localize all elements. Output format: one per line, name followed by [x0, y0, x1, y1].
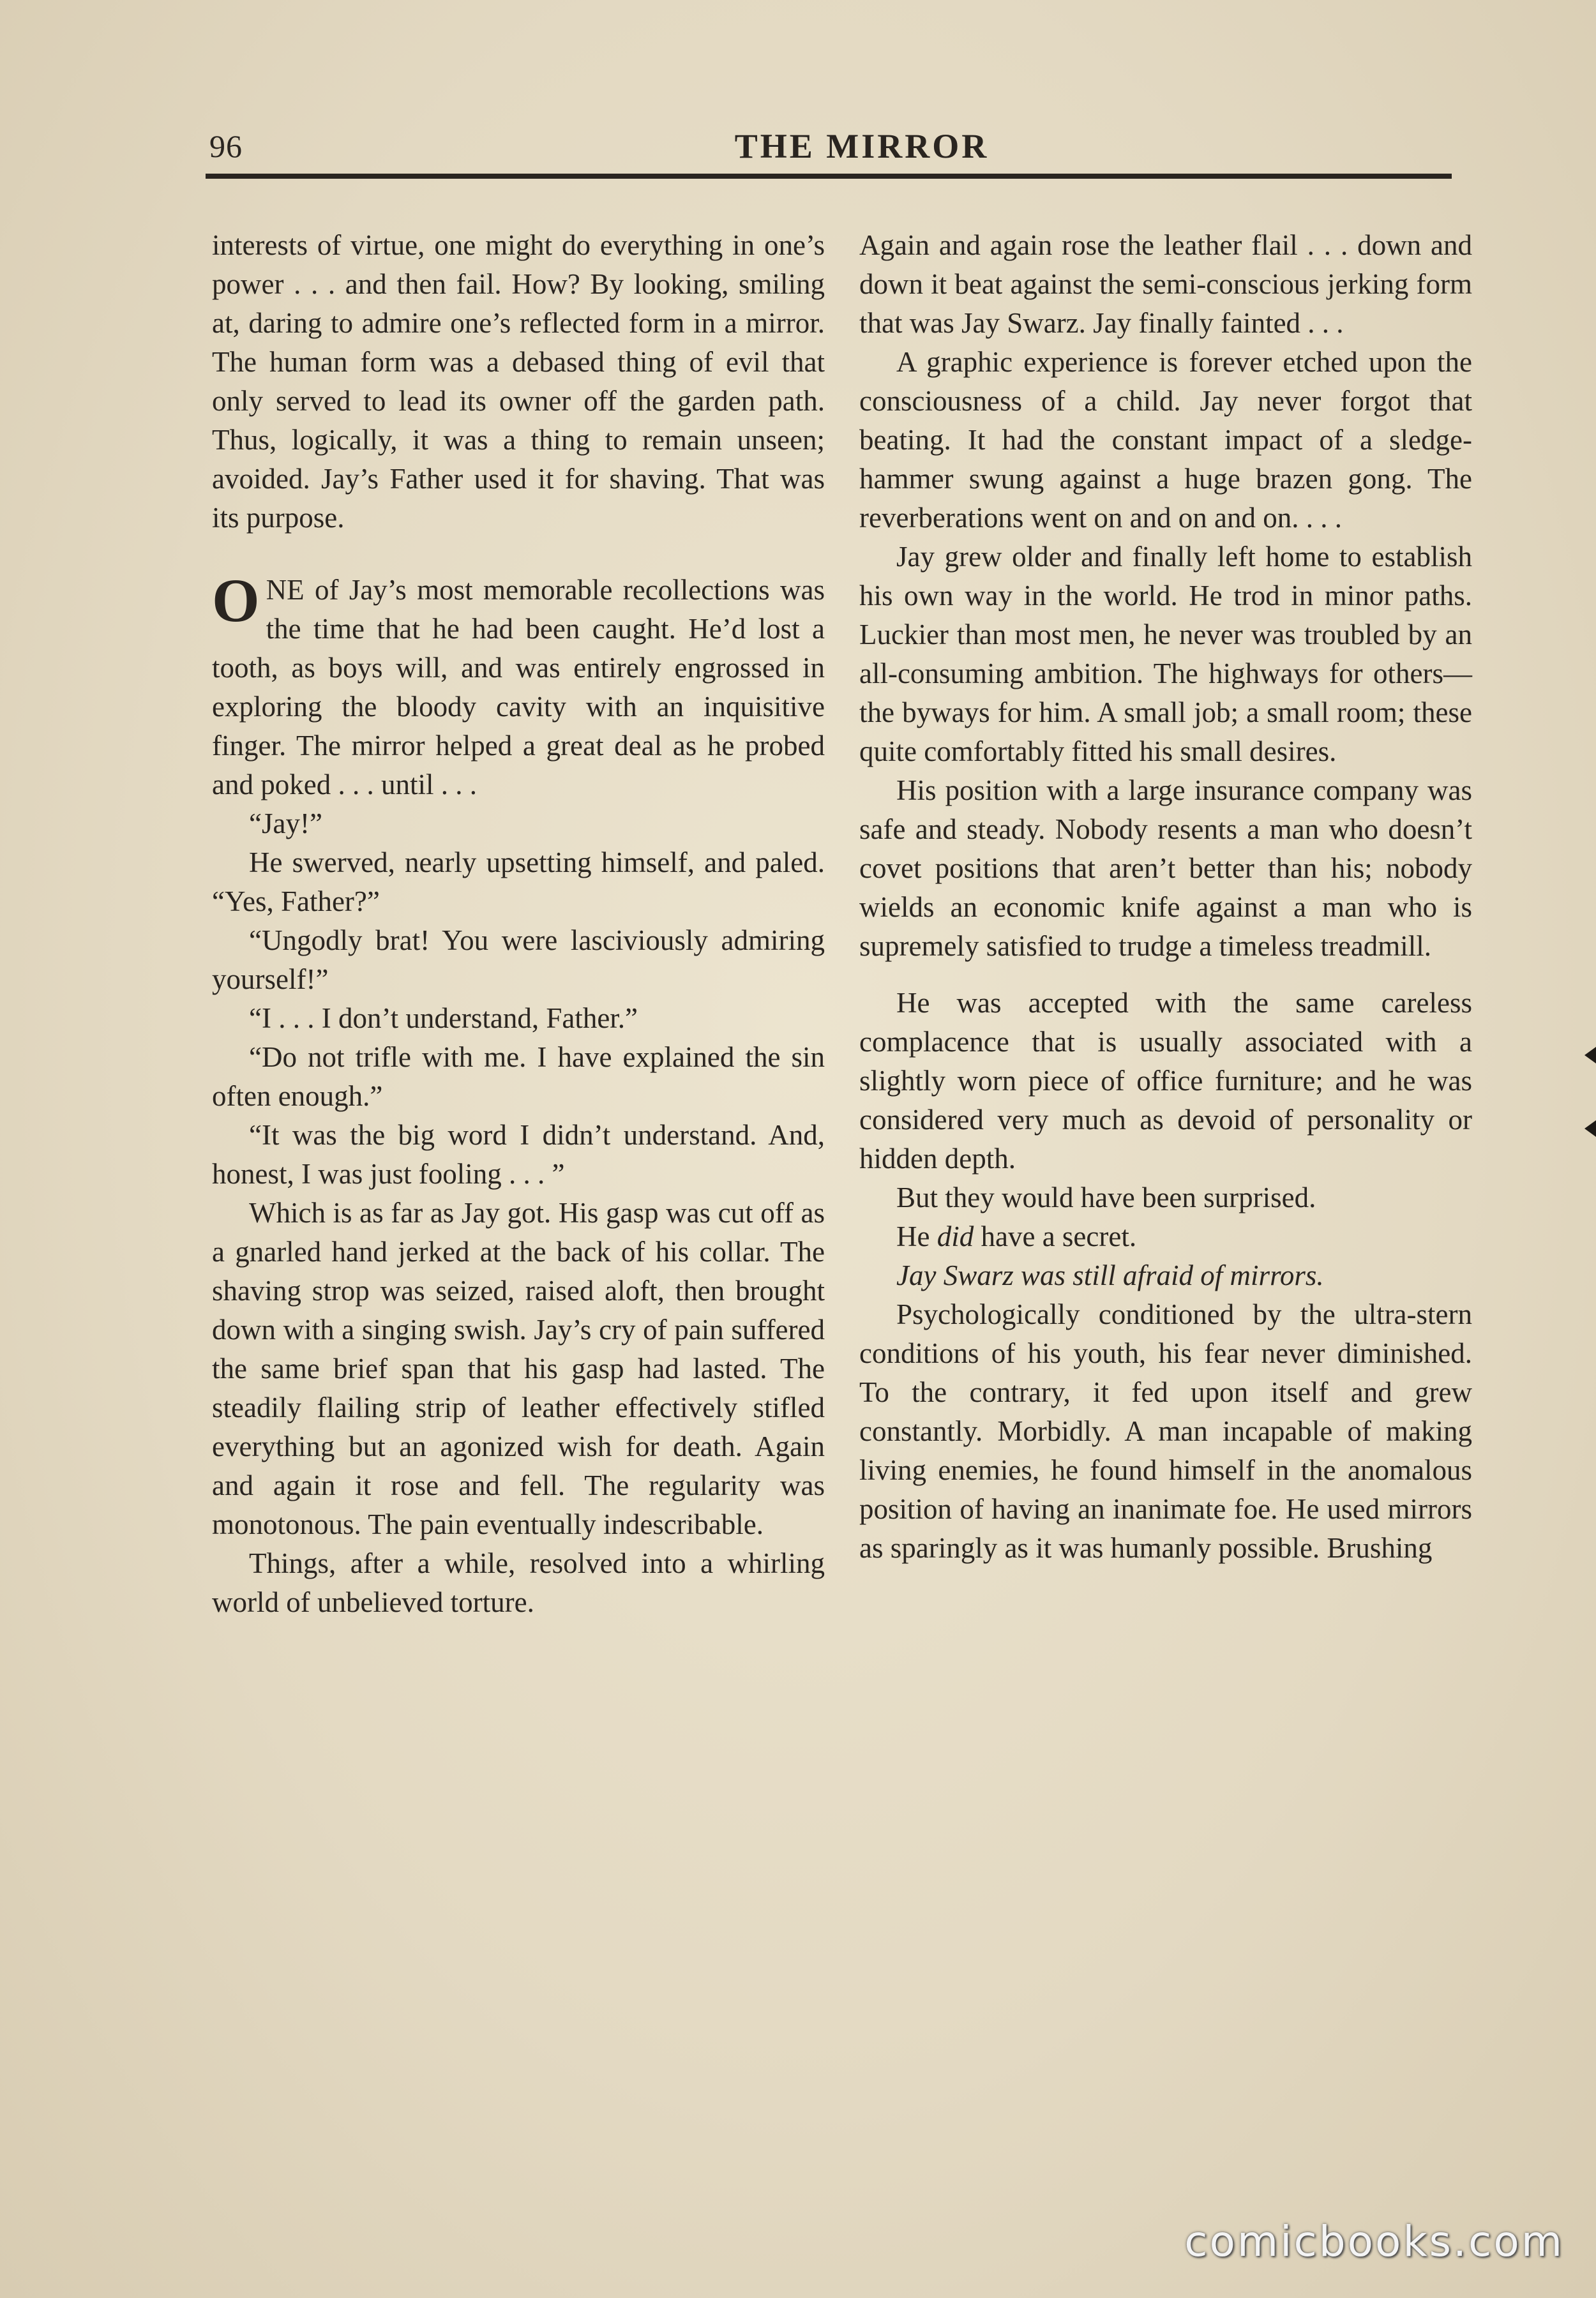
paragraph	[212, 566, 825, 804]
paragraph: “Ungodly brat! You were lasciviously admiring yourself!”	[212, 924, 825, 995]
page-edge-mark	[1585, 1120, 1596, 1137]
paragraph: He was accepted with the same careless complacence that is usually associated with a slightly worn piece of office furniture; and he was considered very much as devoid of personality or hidden depth.	[859, 987, 1472, 1175]
paragraph: Again and again rose the leather flail . . . down and down it beat against the semi-conscious jerking form that was Jay Swarz. Jay finally fainted . . .	[859, 229, 1472, 339]
right-column	[859, 226, 1472, 1568]
paragraph: Which is as far as Jay got. His gasp was cut off as a gnarled hand jerked at the back of his collar. The shaving strop was seized, raised aloft, then brought down with a singing swish. Jay’s cry of pain suffered the same brief span that his gasp had lasted. The steadily flailing strip of leather effectively stifled everything but an agonized wish for death. Again and again it rose and fell. The regularity was monotonous. The pain eventually indescribable.	[212, 1197, 825, 1540]
italic-line: Jay Swarz was still afraid of mirrors.	[896, 1259, 1324, 1291]
paragraph: “Jay!”	[249, 807, 322, 839]
paragraph: Jay grew older and finally left home to establish his own way in the world. He trod in minor paths. Luckier than most men, he never was troubled by an all-consuming ambition. The highways for others—the byways for him. A small job; a small room; these quite comfortably fitted his small desires.	[859, 541, 1472, 767]
paragraph: “Do not trifle with me. I have explained the sin often enough.”	[212, 1041, 825, 1112]
drop-cap: O	[212, 566, 260, 635]
paragraph: “I . . . I don’t understand, Father.”	[249, 1002, 638, 1034]
page-number: 96	[209, 128, 243, 164]
paragraph: Psychologically conditioned by the ultra-stern conditions of his youth, his fear never diminished. To the contrary, it fed upon itself and grew constantly. Morbidly. A man incapable of making living enemies, he found himself in the anomalous position of having an inanimate foe. He used mirrors as sparingly as it was humanly possible. Brushing	[859, 1298, 1472, 1564]
paragraph: Things, after a while, resolved into a whirling world of unbelieved torture.	[212, 1547, 825, 1618]
paragraph: interests of virtue, one might do everything in one’s power . . . and then fail. How? By looking, smiling at, daring to admire one’s reflected form in a mirror. The human form was a debased thing of evil that only served to lead its owner off the garden path. Thus, logically, it was a thing to remain unseen; avoided. Jay’s Father used it for shaving. That was its purpose.	[212, 229, 825, 534]
paragraph	[859, 1217, 1472, 1256]
running-title: THE MIRROR	[734, 127, 990, 165]
paragraph-text: He	[896, 1220, 937, 1252]
left-column	[212, 226, 825, 1622]
paragraph: His position with a large insurance company was safe and steady. Nobody resents a man who doesn’t covet positions that aren’t better than his; nobody wields an economic knife against a man who is supremely satisfied to trudge a timeless treadmill.	[859, 774, 1472, 962]
header-rule	[206, 174, 1452, 179]
paragraph-text: have a secret.	[974, 1220, 1137, 1252]
watermark: comicbooks.com	[1184, 2217, 1564, 2266]
paragraph: “It was the big word I didn’t understand. And, honest, I was just fooling . . . ”	[212, 1119, 825, 1190]
paragraph: But they would have been surprised.	[896, 1182, 1316, 1213]
paragraph-text: NE of Jay’s most memorable recollections was the time that he had been caught. He’d lost a tooth, as boys will, and was entirely engrossed in exploring the bloody cavity with an inquisitive finger. The mirror helped a great deal as he probed and poked . . . until . . .	[212, 574, 825, 800]
page-edge-mark	[1585, 1047, 1596, 1063]
emphasis: did	[937, 1220, 974, 1252]
paragraph: He swerved, nearly upsetting himself, and paled. “Yes, Father?”	[212, 846, 825, 917]
paragraph: A graphic experience is forever etched upon the consciousness of a child. Jay never forgot that beating. It had the constant impact of a sledge-hammer swung against a huge brazen gong. The reverberations went on and on and on. . . .	[859, 346, 1472, 534]
